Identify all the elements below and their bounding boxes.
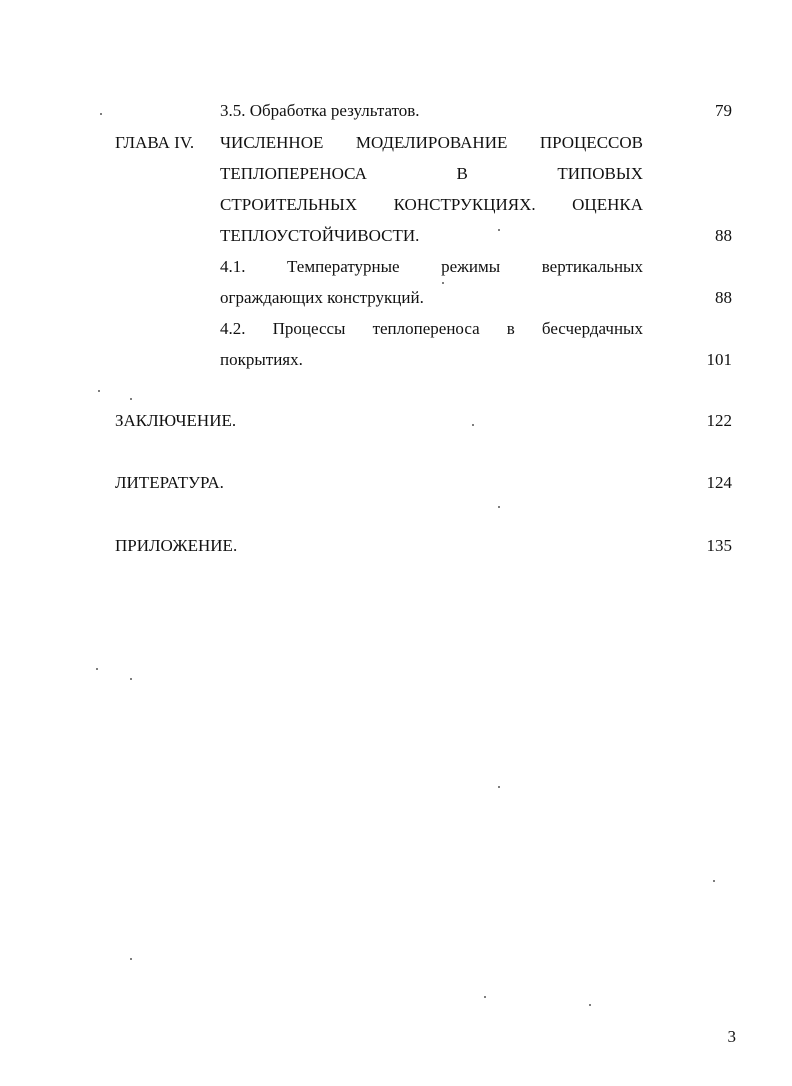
word: 4.2. bbox=[220, 319, 246, 338]
word: теплопереноса bbox=[372, 319, 480, 338]
word: ПРОЦЕССОВ bbox=[539, 133, 643, 152]
toc-conclusion-page: 122 bbox=[706, 411, 732, 430]
word: ОЦЕНКА bbox=[572, 195, 643, 214]
word: В bbox=[456, 164, 468, 183]
toc-conclusion-title: ЗАКЛЮЧЕНИЕ. bbox=[115, 411, 237, 430]
toc-item-4-2-line-2: покрытиях. bbox=[220, 350, 303, 369]
toc-chapter-4-line-2 bbox=[220, 163, 643, 185]
toc-appendix-title: ПРИЛОЖЕНИЕ. bbox=[115, 536, 238, 555]
word: КОНСТРУКЦИЯХ. bbox=[393, 195, 536, 214]
word: СТРОИТЕЛЬНЫХ bbox=[220, 195, 358, 214]
toc-item-4-1-page: 88 bbox=[715, 288, 732, 307]
word: бесчердачных bbox=[541, 319, 643, 338]
toc-appendix-page: 135 bbox=[706, 536, 732, 555]
toc-item-3-5-title: 3.5. Обработка результатов. bbox=[220, 101, 420, 120]
toc-chapter-4-line-3 bbox=[220, 194, 643, 216]
toc-item-4-1-line-1 bbox=[220, 256, 643, 278]
toc-item-4-2-page: 101 bbox=[706, 350, 732, 369]
word: вертикальных bbox=[541, 257, 643, 276]
toc-item-4-1-line-2: ограждающих конструкций. bbox=[220, 288, 424, 307]
page-number: 3 bbox=[727, 1027, 736, 1046]
word: Температурные bbox=[287, 257, 400, 276]
toc-literature-title: ЛИТЕРАТУРА. bbox=[115, 473, 224, 492]
toc-chapter-4-page: 88 bbox=[715, 226, 732, 245]
word: Процессы bbox=[272, 319, 346, 338]
word: МОДЕЛИРОВАНИЕ bbox=[355, 133, 508, 152]
word: ТЕПЛОПЕРЕНОСА bbox=[220, 164, 367, 183]
toc-item-3-5-page: 79 bbox=[715, 101, 732, 120]
word: 4.1. bbox=[220, 257, 246, 276]
toc-item-4-2-line-1 bbox=[220, 318, 643, 340]
toc-chapter-4-line-4: ТЕПЛОУСТОЙЧИВОСТИ. bbox=[220, 226, 420, 245]
word: в bbox=[506, 319, 515, 338]
toc-literature-page: 124 bbox=[706, 473, 732, 492]
word: ЧИСЛЕННОЕ bbox=[220, 133, 324, 152]
toc-chapter-4-label: ГЛАВА IV. bbox=[115, 133, 195, 152]
word: режимы bbox=[441, 257, 501, 276]
toc-chapter-4-line-1 bbox=[220, 132, 643, 154]
word: ТИПОВЫХ bbox=[557, 164, 643, 183]
